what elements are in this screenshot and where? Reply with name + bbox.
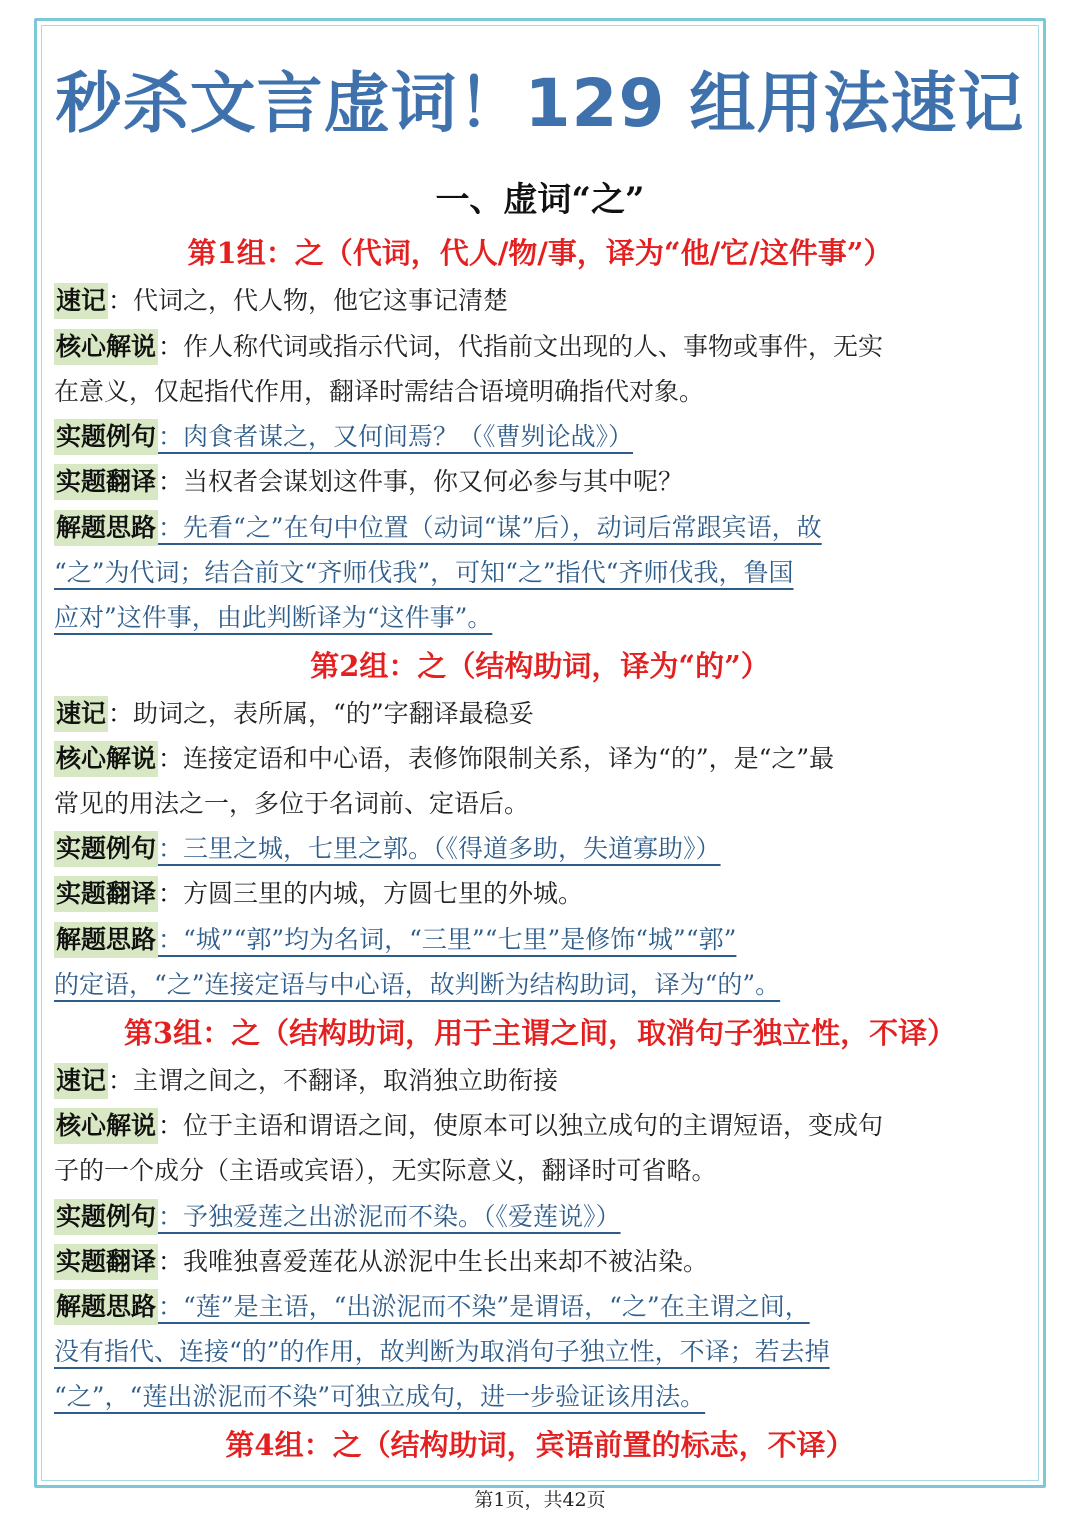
group-2-silu-line	[54, 919, 1014, 961]
liju-text: 予独爱莲之出淤泥而不染。（《爱莲说》）	[183, 1202, 621, 1231]
colon: ：	[108, 1066, 134, 1095]
colon: ：	[158, 925, 184, 954]
group-3-fanyi-line	[54, 1241, 1014, 1283]
silu-label: 解题思路	[54, 922, 158, 958]
fanyi-label: 实题翻译	[54, 876, 158, 912]
group-3-silu-line-2	[54, 1331, 1014, 1373]
group-1-fanyi-line	[54, 461, 1014, 503]
silu-label: 解题思路	[54, 510, 158, 546]
group-2-title: 第2组：之（结构助词，译为“的”）	[310, 649, 770, 683]
silu-text-cont: “之”为代词；结合前文“齐师伐我”，可知“之”指代“齐师伐我，鲁国	[54, 558, 794, 587]
jieshuo-label: 核心解说	[54, 329, 158, 365]
group-3-liju-line	[54, 1196, 1014, 1238]
group-3-suji-line	[54, 1060, 1014, 1102]
silu-text: “城”“郭”均为名词，“三里”“七里”是修饰“城”“郭”	[183, 925, 737, 954]
group-3-silu-line-3	[54, 1376, 1014, 1418]
group-2-jieshuo-line	[54, 738, 1014, 780]
suji-text: 主谓之间之，不翻译，取消独立助衔接	[133, 1066, 559, 1095]
colon: ：	[158, 467, 184, 496]
group-2-liju-line	[54, 828, 1014, 870]
group-3-jieshuo-line-2	[54, 1150, 1014, 1192]
jieshuo-text: 作人称代词或指示代词，代指前文出现的人、事物或事件，无实	[183, 332, 884, 361]
section-heading: 一、虚词“之”	[435, 180, 645, 220]
group-4-title: 第4组：之（结构助词，宾语前置的标志，不译）	[225, 1428, 855, 1462]
group-1-liju-line	[54, 416, 1014, 458]
jieshuo-label: 核心解说	[54, 741, 158, 777]
colon: ：	[158, 1202, 184, 1231]
colon: ：	[158, 1292, 184, 1321]
suji-label: 速记	[54, 696, 108, 732]
group-1-silu-line-2	[54, 552, 1014, 594]
colon: ：	[108, 286, 134, 315]
fanyi-text: 我唯独喜爱莲花从淤泥中生长出来却不被沾染。	[183, 1247, 709, 1276]
silu-text-cont: “之”，“莲出淤泥而不染”可独立成句，进一步验证该用法。	[54, 1382, 706, 1411]
group-3-title: 第3组：之（结构助词，用于主谓之间，取消句子独立性，不译）	[123, 1016, 957, 1050]
colon: ：	[108, 699, 134, 728]
suji-label: 速记	[54, 283, 108, 319]
group-1-suji-line	[54, 280, 1014, 322]
silu-text-cont: 应对”这件事，由此判断译为“这件事”。	[54, 603, 493, 632]
jieshuo-label: 核心解说	[54, 1108, 158, 1144]
group-3-jieshuo-line	[54, 1105, 1014, 1147]
group-1-silu-line-3	[54, 597, 1014, 639]
liju-label: 实题例句	[54, 831, 158, 867]
page-footer: 第1页，共42页	[474, 1489, 606, 1511]
silu-text: “莲”是主语，“出淤泥而不染”是谓语，“之”在主谓之间，	[183, 1292, 810, 1321]
colon: ：	[158, 513, 184, 542]
group-2-fanyi-line	[54, 873, 1014, 915]
colon: ：	[158, 1247, 184, 1276]
group-1-jieshuo-line	[54, 326, 1014, 368]
colon: ：	[158, 1111, 184, 1140]
silu-text-cont: 没有指代、连接“的”的作用，故判断为取消句子独立性，不译；若去掉	[54, 1337, 830, 1366]
jieshuo-text-cont: 子的一个成分（主语或宾语），无实际意义，翻译时可省略。	[54, 1156, 717, 1185]
colon: ：	[158, 332, 184, 361]
fanyi-text: 当权者会谋划这件事，你又何必参与其中呢？	[183, 467, 684, 496]
silu-text-cont: 的定语，“之”连接定语与中心语，故判断为结构助词，译为“的”。	[54, 970, 781, 999]
group-2-suji-line	[54, 693, 1014, 735]
suji-label: 速记	[54, 1063, 108, 1099]
group-3-silu-line	[54, 1286, 1014, 1328]
fanyi-label: 实题翻译	[54, 1244, 158, 1280]
jieshuo-text: 连接定语和中心语，表修饰限制关系，译为“的”，是“之”最	[183, 744, 835, 773]
group-1-jieshuo-line-2	[54, 371, 1014, 413]
document-title: 秒杀文言虚词！129 组用法速记	[55, 65, 1025, 142]
colon: ：	[158, 422, 184, 451]
suji-text: 助词之，表所属，“的”字翻译最稳妥	[133, 699, 534, 728]
suji-text: 代词之，代人物，他它这事记清楚	[133, 286, 509, 315]
colon: ：	[158, 834, 184, 863]
colon: ：	[158, 744, 184, 773]
jieshuo-text-cont: 常见的用法之一，多位于名词前、定语后。	[54, 789, 530, 818]
colon: ：	[158, 879, 184, 908]
group-2-jieshuo-line-2	[54, 783, 1014, 825]
jieshuo-text-cont: 在意义，仅起指代作用，翻译时需结合语境明确指代对象。	[54, 377, 705, 406]
liju-label: 实题例句	[54, 1199, 158, 1235]
fanyi-label: 实题翻译	[54, 464, 158, 500]
liju-text: 肉食者谋之，又何间焉？（《曹刿论战》）	[183, 422, 634, 451]
group-2-silu-line-2	[54, 964, 1014, 1006]
group-1-title: 第1组：之（代词，代人/物/事，译为“他/它/这件事”）	[187, 236, 893, 270]
liju-text: 三里之城，七里之郭。（《得道多助，失道寡助》）	[183, 834, 721, 863]
silu-label: 解题思路	[54, 1289, 158, 1325]
jieshuo-text: 位于主语和谓语之间，使原本可以独立成句的主谓短语，变成句	[183, 1111, 884, 1140]
liju-label: 实题例句	[54, 419, 158, 455]
fanyi-text: 方圆三里的内城，方圆七里的外城。	[183, 879, 584, 908]
group-1-silu-line	[54, 507, 1014, 549]
silu-text: 先看“之”在句中位置（动词“谋”后），动词后常跟宾语，故	[183, 513, 822, 542]
